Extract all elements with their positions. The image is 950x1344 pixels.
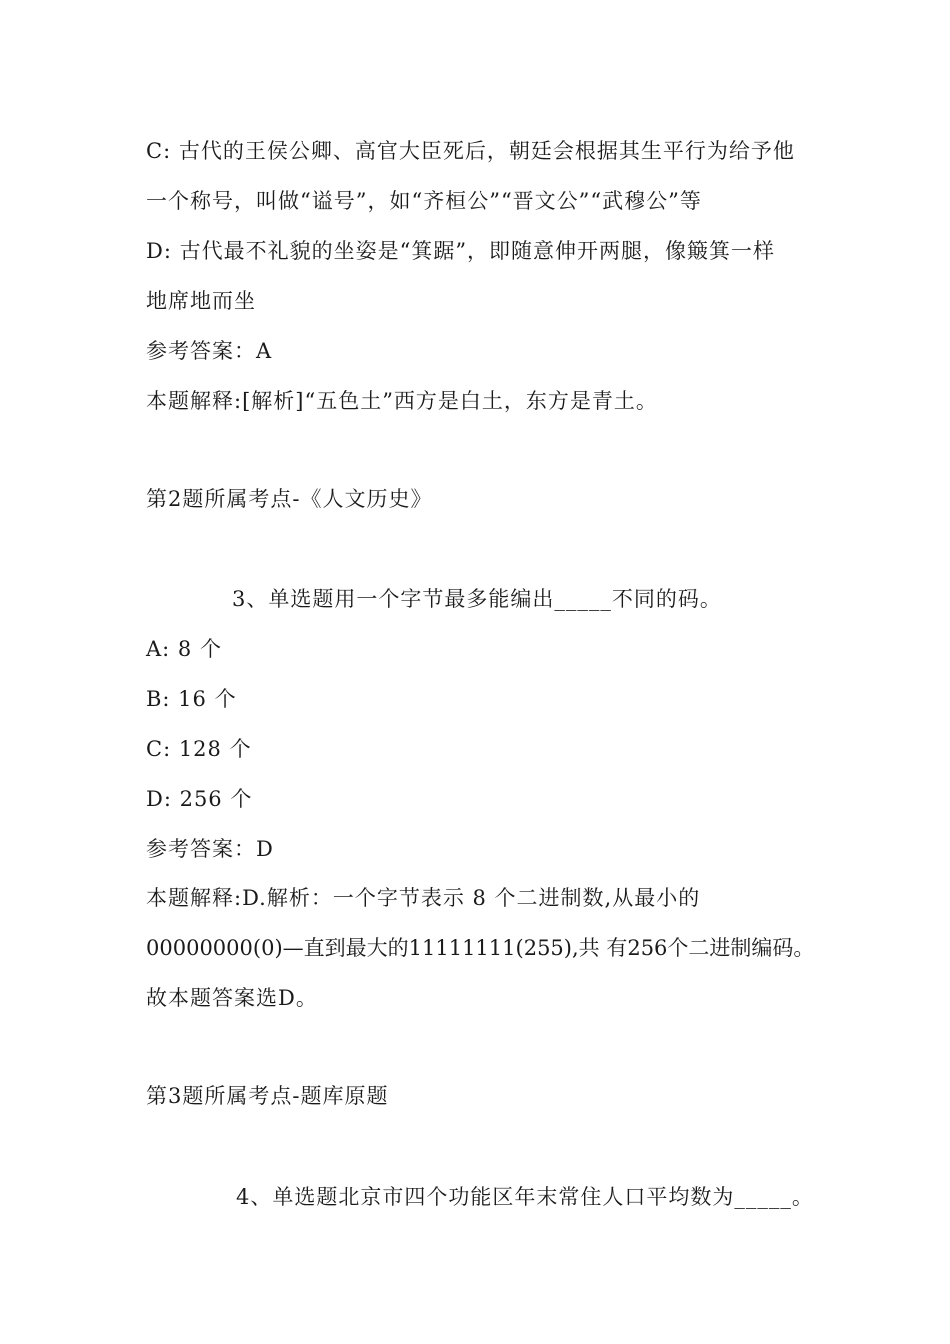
option-c-line2: 一个称号，叫做“谥号”，如“齐桓公”“晋文公”“武穆公”等 xyxy=(146,189,702,213)
q4-stem: 4、单选题北京市四个功能区年末常住人口平均数为_____。 xyxy=(236,1185,814,1209)
q3-answer: 参考答案：D xyxy=(146,837,274,861)
q2-answer: 参考答案：A xyxy=(146,339,273,363)
q3-explanation-line3: 故本题答案选D。 xyxy=(146,986,318,1010)
q3-topic: 第3题所属考点-题库原题 xyxy=(146,1084,389,1108)
q2-topic: 第2题所属考点-《人文历史》 xyxy=(146,487,433,511)
option-c-line1: C: 古代的王侯公卿、高官大臣死后，朝廷会根据其生平行为给予他 xyxy=(146,139,795,163)
q3-option-d: D: 256 个 xyxy=(146,787,253,811)
q3-option-c: C: 128 个 xyxy=(146,737,252,761)
q3-option-a: A: 8 个 xyxy=(146,637,222,661)
q3-explanation-line1: 本题解释:D.解析：一个字节表示 8 个二进制数,从最小的 xyxy=(146,886,701,910)
option-d-line2: 地席地而坐 xyxy=(146,289,256,313)
q3-stem: 3、单选题用一个字节最多能编出_____不同的码。 xyxy=(232,587,722,611)
q3-option-b: B: 16 个 xyxy=(146,687,237,711)
option-d-line1: D: 古代最不礼貌的坐姿是“箕踞”，即随意伸开两腿，像簸箕一样 xyxy=(146,239,776,263)
q3-explanation-line2: 00000000(0)—直到最大的11111111(255),共 有256个二进制编码。 xyxy=(146,936,815,960)
q2-explanation: 本题解释:[解析]“五色土”西方是白土，东方是青土。 xyxy=(146,389,658,413)
